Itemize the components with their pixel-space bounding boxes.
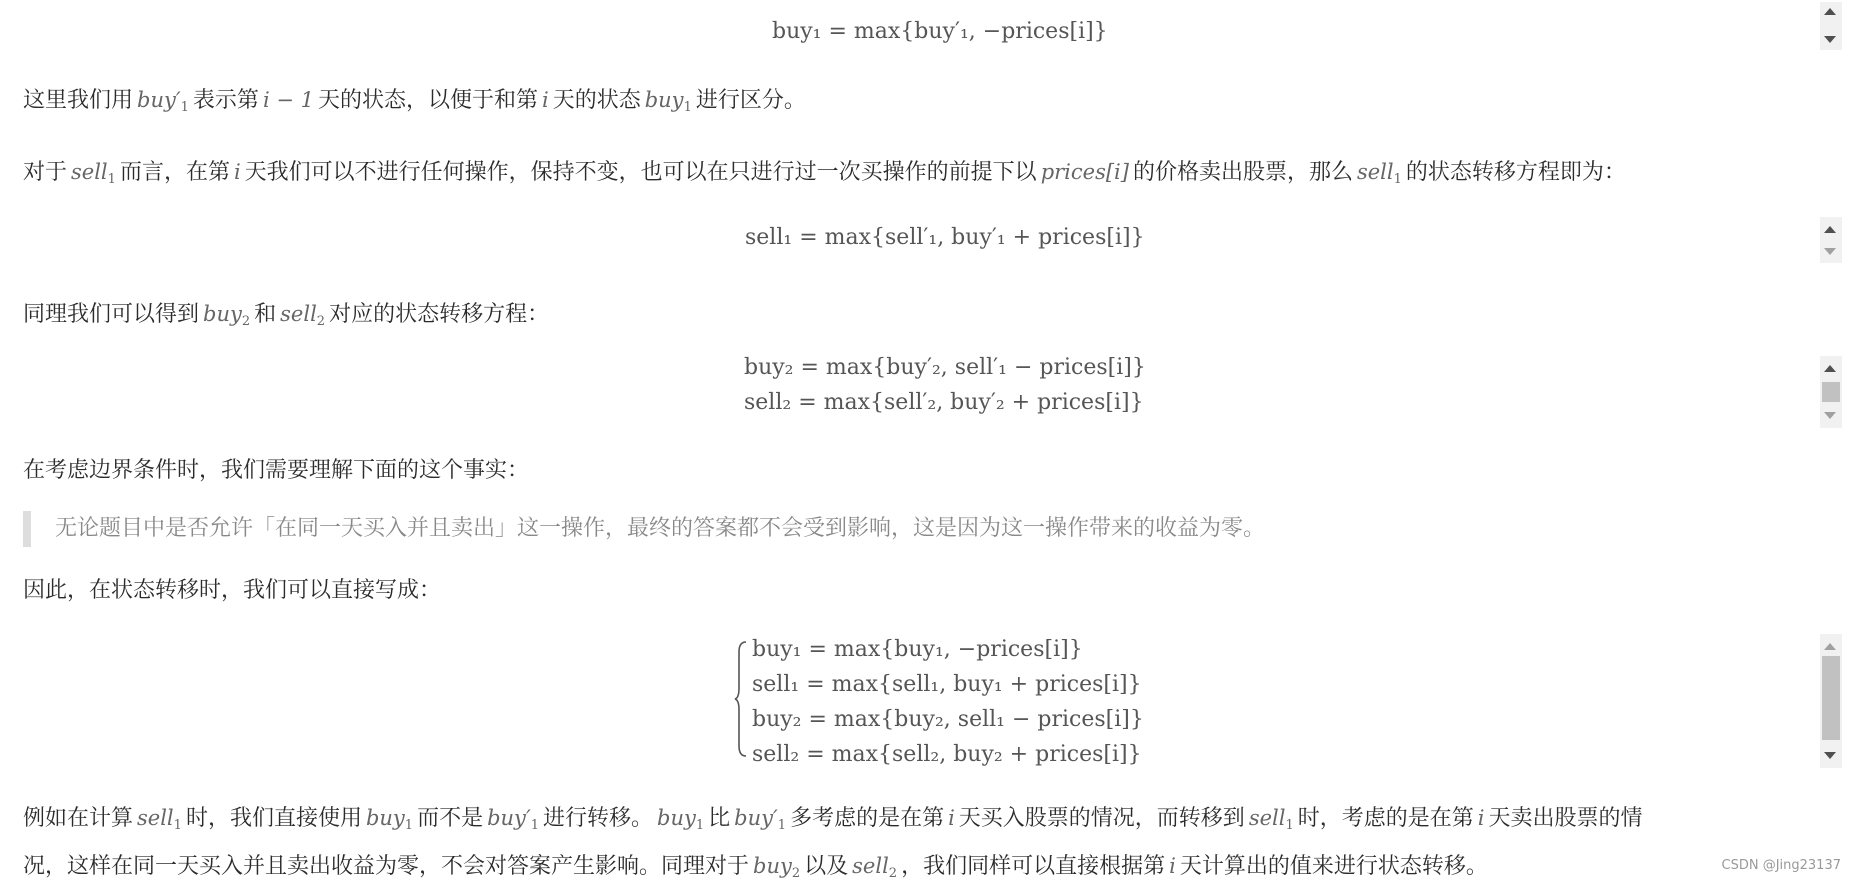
math-inline: i − 1 xyxy=(262,88,314,112)
left-brace-icon xyxy=(734,640,748,758)
paragraph: 在考虑边界条件时，我们需要理解下面的这个事实： xyxy=(23,458,530,483)
math-inline: sell$_2$ xyxy=(280,302,326,329)
math-inline: buy$_1$ xyxy=(644,88,692,115)
scroll-down-arrow-icon[interactable] xyxy=(1824,752,1836,759)
math-inline: buy$_1$ xyxy=(365,806,414,833)
math-inline: i xyxy=(541,88,549,112)
math-inline: i xyxy=(1169,854,1176,878)
blockquote: 无论题目中是否允许「在同一天买入并且卖出」这一操作，最终的答案都不会受到影响，这是因为这一操作带来的收益为零。 xyxy=(23,511,1425,547)
formula-sell1-update: sell₁ = max{sell′₁, buy′₁ + prices[i]} xyxy=(745,225,1145,250)
math-inline: sell$_1$ xyxy=(1248,806,1294,833)
math-inline: i xyxy=(1477,806,1485,830)
math-inline: buy$_1$ xyxy=(657,806,705,833)
math-inline: $buy'_1$ xyxy=(487,806,539,833)
formula-scrollbar[interactable] xyxy=(1820,634,1842,768)
scroll-up-arrow-icon[interactable] xyxy=(1824,643,1836,650)
formula-buy1-update: buy₁ = max{buy′₁, −prices[i]} xyxy=(772,19,1108,44)
math-inline: $buy'_1$ xyxy=(137,88,189,115)
scroll-down-arrow-icon[interactable] xyxy=(1824,248,1836,255)
math-inline: buy$_2$ xyxy=(203,302,251,329)
formula-scrollbar[interactable] xyxy=(1820,356,1842,428)
math-inline: sell$_1$ xyxy=(137,806,182,833)
formula-scrollbar[interactable] xyxy=(1820,2,1842,50)
formula-scrollbar[interactable] xyxy=(1820,217,1842,263)
scroll-thumb[interactable] xyxy=(1822,382,1840,402)
math-inline: $buy'_1$ xyxy=(734,806,787,833)
math-inline: i xyxy=(948,806,955,830)
paragraph: 这里我们用 $buy'_1$ 表示第 i − 1 天的状态，以便于和第 i 天的状态 buy$_1$ 进行区分。 xyxy=(23,88,806,115)
formula-combined-system: buy₁ = max{buy₁, −prices[i]} sell₁ = max{sell₁, buy₁ + prices[i]} buy₂ = max{buy₂, sell₁ − prices[i]} sell₂ = max{sell₂, buy₂ + prices[i]} xyxy=(752,637,1144,767)
math-inline: sell$_2$ xyxy=(852,854,898,881)
paragraph: 因此，在状态转移时，我们可以直接写成： xyxy=(23,578,442,603)
scroll-thumb[interactable] xyxy=(1822,656,1840,740)
scroll-down-arrow-icon[interactable] xyxy=(1824,412,1836,419)
paragraph: 同理我们可以得到 buy$_2$ 和 sell$_2$ 对应的状态转移方程： xyxy=(23,302,550,329)
formula-second-transaction: buy₂ = max{buy′₂, sell′₁ − prices[i]} sell₂ = max{sell′₂, buy′₂ + prices[i]} xyxy=(744,355,1146,415)
paragraph: 况，这样在同一天买入并且卖出收益为零，不会对答案产生影响。同理对于 buy$_2$ 以及 sell$_2$ ，我们同样可以直接根据第 i 天计算出的值来进行状态转移。 xyxy=(23,854,1488,881)
math-inline: sell$_1$ xyxy=(1356,160,1402,187)
paragraph: 例如在计算 sell$_1$ 时，我们直接使用 buy$_1$ 而不是 $buy'_1$ 进行转移。 buy$_1$ 比 $buy'_1$ 多考虑的是在第 i 天买入股票的情况，而转移到 sell$_1$ 时，考虑的是在第 i 天卖出股票的情 xyxy=(23,806,1643,833)
math-inline: sell$_1$ xyxy=(71,160,116,187)
math-inline: buy$_2$ xyxy=(753,854,801,881)
scroll-up-arrow-icon[interactable] xyxy=(1824,8,1836,15)
scroll-down-arrow-icon[interactable] xyxy=(1824,36,1836,43)
paragraph: 对于 sell$_1$ 而言，在第 i 天我们可以不进行任何操作，保持不变，也可以在只进行过一次买操作的前提下以 prices[i] 的价格卖出股票，那么 sell$_1$ 的状态转移方程即为： xyxy=(23,160,1626,187)
scroll-up-arrow-icon[interactable] xyxy=(1824,365,1836,372)
watermark: CSDN @Jing23137 xyxy=(1721,858,1841,873)
scroll-up-arrow-icon[interactable] xyxy=(1824,226,1836,233)
math-inline: prices[i] xyxy=(1040,160,1129,184)
math-inline: i xyxy=(233,160,241,184)
